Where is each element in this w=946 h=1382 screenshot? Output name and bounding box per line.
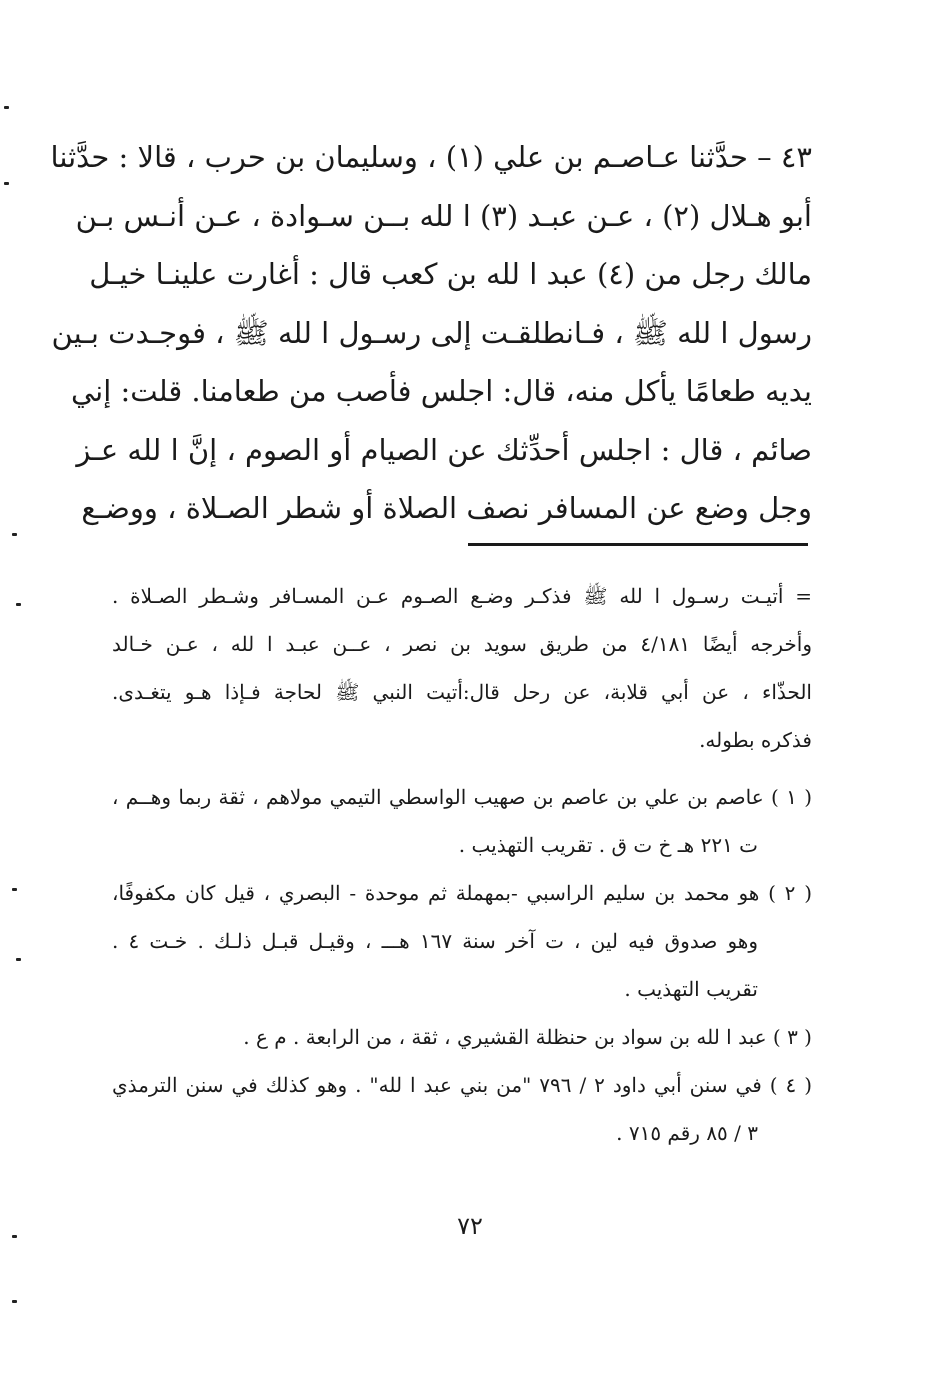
footnote-line: تقريب التهذيب . <box>624 977 758 1001</box>
body-line: أبو هـلال (٢) ، عـن عبـد (٣) ا لله بــن سـوادة ، عـن أنـس بـن <box>75 198 812 233</box>
margin-mark <box>12 888 17 891</box>
footnote-line: وأخرجه أيضًا ٤/١٨١ من طريق سويد بن نصر ، عــن عبـد ا لله ، عـن خـالد <box>112 632 812 656</box>
footnote-line: وهو صدوق فيه لين ، ت آخر سنة ١٦٧ هـــ ، وقيـل قبـل ذلـك . خـت ٤ . <box>112 929 758 953</box>
footnote-2 <box>112 869 812 1013</box>
body-line: وجل وضع عن المسافر نصف الصلاة أو شطر الصـلاة ، ووضـع <box>81 491 812 525</box>
body-line: رسول ا لله ﷺ ، فـانطلقـت إلى رسـول ا لله ﷺ ، فوجـدت بـين <box>51 315 812 350</box>
body-line: صائم ، قال : اجلس أحدِّثك عن الصيام أو الصوم ، إنَّ ا لله عـز <box>76 432 812 467</box>
footnote-3 <box>112 1013 812 1061</box>
footnote-line: الحذّاء ، عن أبي قلابة، عن رحل قال:أتيت النبي ﷺ لحاجة فـإذا هـو يتغـدى. <box>112 680 812 704</box>
margin-mark <box>16 958 21 961</box>
footnote-line: = أتيـت رسـول ا لله ﷺ فذكـر وضـع الصـوم عـن المسـافر وشـطر الصـلاة . <box>112 584 812 608</box>
body-line: ٤٣ – حدَّثنا عـاصـم بن علي (١) ، وسليمان بن حرب ، قالا : حدَّثنا <box>50 140 812 174</box>
margin-mark <box>4 106 9 109</box>
hadith-body <box>50 128 812 538</box>
margin-mark <box>12 1235 17 1238</box>
footnote-line: ت ٢٢١ هـ خ ت ق . تقريب التهذيب . <box>458 833 758 857</box>
body-line: يديه طعامًا يأكل منه، قال: اجلس فأصب من طعامنا. قلت: إني <box>70 374 812 408</box>
body-line: مالك رجل من (٤) عبد ا لله بن كعب قال : أغارت علينـا خيـل <box>89 257 812 291</box>
footnote-4 <box>112 1061 812 1157</box>
margin-mark <box>12 533 17 536</box>
footnote-line: ( ٣ ) عبد ا لله بن سواد بن حنظلة القشيري ، ثقة ، من الرابعة . م ع . <box>243 1025 812 1049</box>
margin-mark <box>12 1300 17 1303</box>
footnote-line: ( ١ ) عاصم بن علي بن عاصم بن صهيب الواسطي التيمي مولاهم ، ثقة ربما وهــم ، <box>112 785 812 809</box>
footnote-line: ٣ / ٨٥ رقم ٧١٥ . <box>616 1121 758 1145</box>
footnote-continuation <box>112 572 812 764</box>
page-number: ٧٢ <box>457 1212 483 1240</box>
footnote-line: ( ٢ ) هو محمد بن سليم الراسبي -بمهملة ثم موحدة - البصري ، قيل كان مكفوفًا، <box>112 881 812 905</box>
margin-mark <box>16 603 21 606</box>
footnote-line: فذكره بطوله. <box>699 728 812 752</box>
footnote-line: ( ٤ ) في سنن أبي داود ٢ / ٧٩٦ "من بني عبد ا لله" . وهو كذلك في سنن الترمذي <box>112 1073 813 1097</box>
footnotes <box>112 572 812 1157</box>
margin-mark <box>4 182 9 185</box>
footnote-1 <box>112 773 812 869</box>
footnote-separator <box>468 543 808 546</box>
